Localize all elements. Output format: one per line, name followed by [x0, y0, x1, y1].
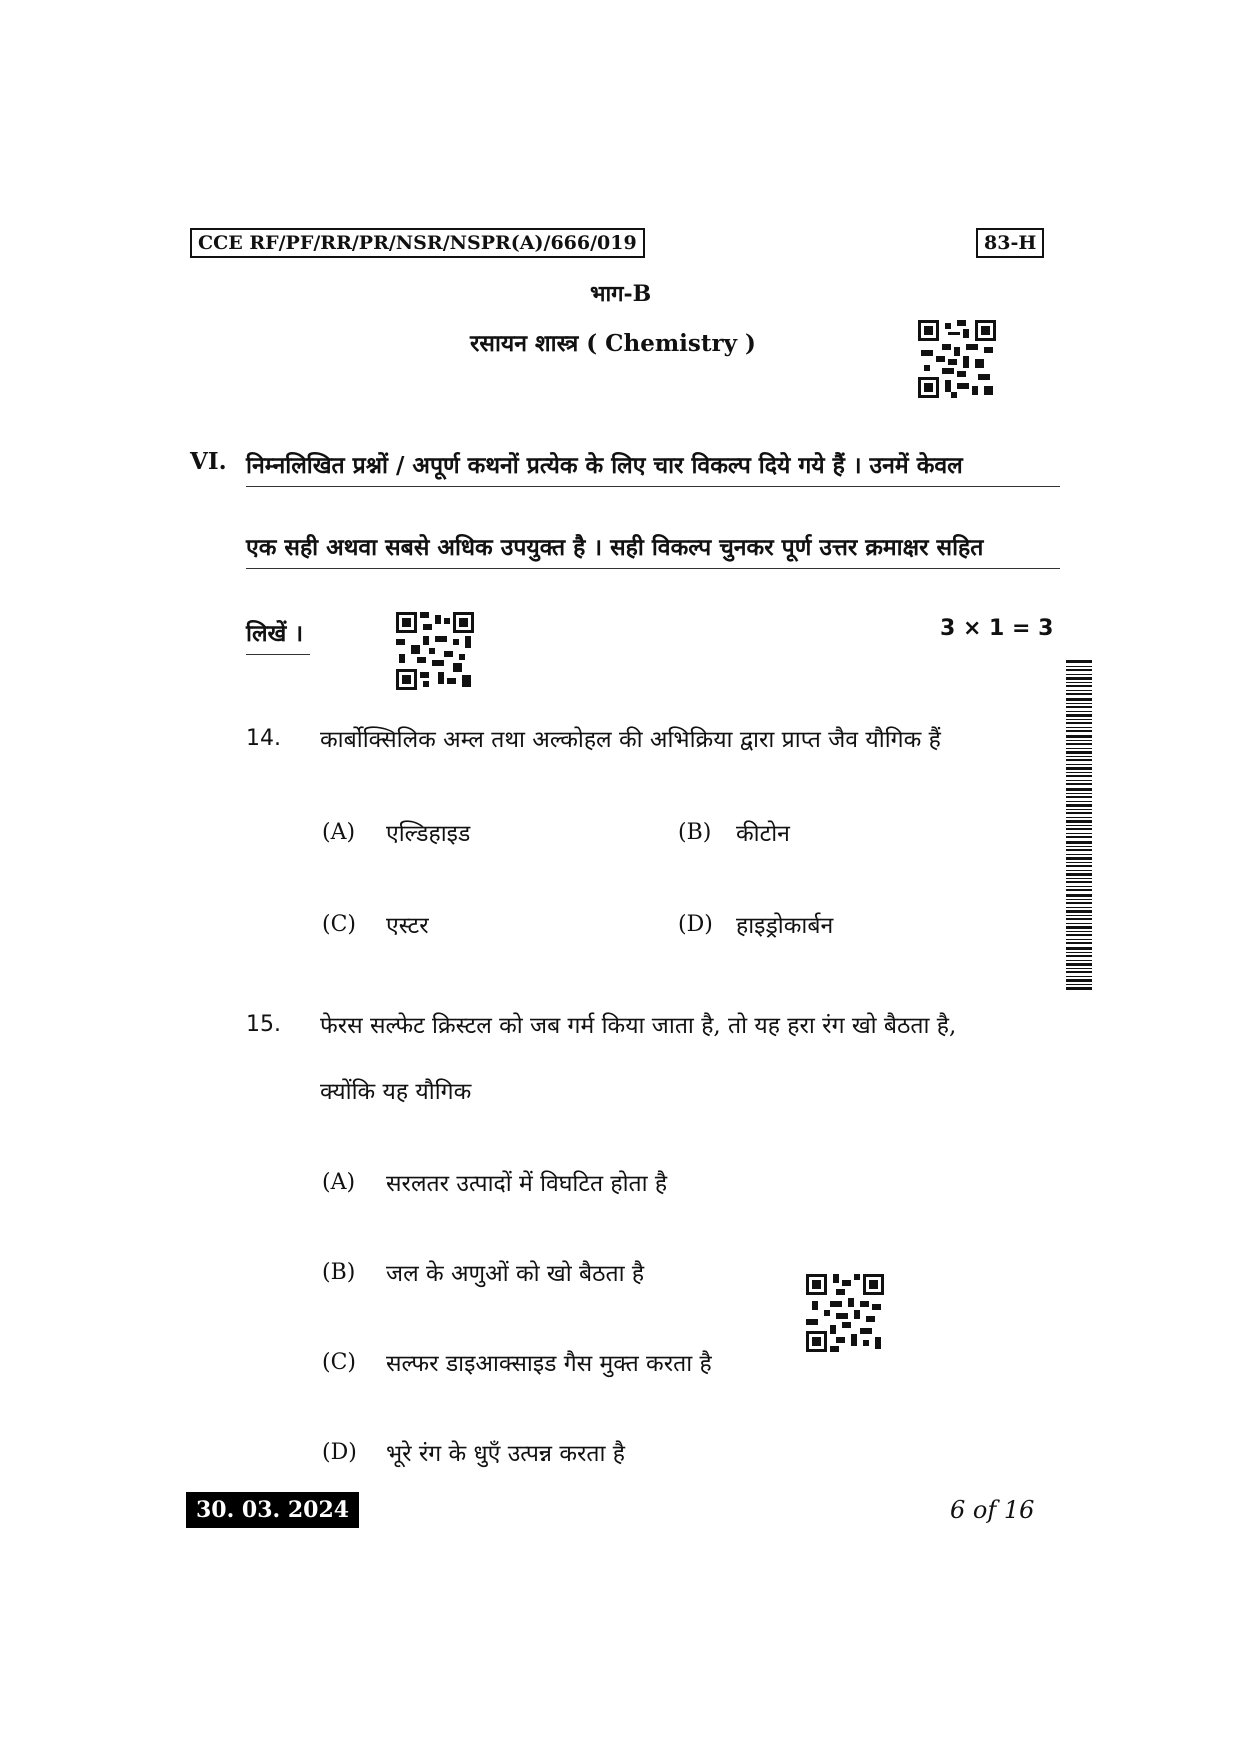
section-marks: 3 × 1 = 3 — [940, 616, 1054, 641]
exam-date-badge — [186, 1492, 359, 1528]
option-text: एस्टर — [386, 913, 429, 939]
instruction-line-2: एक सही अथवा सबसे अधिक उपयुक्त है । सही विकल्प चुनकर पूर्ण उत्तर क्रमाक्षर सहित — [246, 534, 984, 561]
option-label: (C) — [322, 912, 356, 937]
subject-code-box — [976, 228, 1044, 258]
option-label: (C) — [322, 1350, 356, 1375]
option-text: एल्डिहाइड — [386, 821, 471, 847]
question-number-15: 15. — [246, 1012, 281, 1037]
option-label: (D) — [322, 1440, 357, 1465]
option-text: जल के अणुओं को खो बैठता है — [386, 1261, 645, 1287]
option-text: कीटोन — [736, 821, 790, 847]
page-number: 6 of 16 — [950, 1496, 1035, 1524]
qr-code-icon — [918, 320, 996, 398]
option-text: हाइड्रोकार्बन — [736, 913, 834, 939]
paper-code-box — [190, 228, 645, 258]
question-text-15-line1: फेरस सल्फेट क्रिस्टल को जब गर्म किया जाता है, तो यह हरा रंग खो बैठता है, — [320, 1013, 957, 1039]
part-title: भाग-B — [590, 281, 652, 307]
option-label: (D) — [678, 912, 713, 937]
qr-code-icon — [806, 1274, 884, 1352]
qr-code-icon — [396, 612, 474, 690]
option-label: (A) — [322, 820, 356, 845]
option-label: (A) — [322, 1170, 356, 1195]
question-number-14: 14. — [246, 726, 281, 751]
question-text-15-line2: क्योंकि यह यौगिक — [320, 1079, 472, 1105]
section-number: VI. — [190, 448, 227, 475]
option-text: भूरे रंग के धुएँ उत्पन्न करता है — [386, 1441, 625, 1467]
option-label: (B) — [322, 1260, 356, 1285]
instruction-underline-1 — [246, 486, 1060, 487]
barcode-icon — [1066, 660, 1092, 990]
instruction-underline-2 — [246, 568, 1060, 569]
paper-code: CCE RF/PF/RR/PR/NSR/NSPR(A)/666/019 — [198, 232, 637, 254]
instruction-line-1: निम्नलिखित प्रश्नों / अपूर्ण कथनों प्रत्येक के लिए चार विकल्प दिये गये हैं । उनमें केवल — [246, 452, 963, 479]
option-text: सल्फर डाइआक्साइड गैस मुक्त करता है — [386, 1351, 712, 1377]
subject-title: रसायन शास्त्र ( Chemistry ) — [470, 330, 756, 357]
exam-date: 30. 03. 2024 — [196, 1497, 350, 1523]
instruction-line-3: लिखें । — [246, 620, 304, 647]
option-label: (B) — [678, 820, 712, 845]
instruction-underline-3 — [246, 654, 310, 655]
subject-code: 83-H — [984, 232, 1037, 254]
option-text: सरलतर उत्पादों में विघटित होता है — [386, 1171, 668, 1197]
question-text-14: कार्बोक्सिलिक अम्ल तथा अल्कोहल की अभिक्रिया द्वारा प्राप्त जैव यौगिक हैं — [320, 727, 941, 753]
